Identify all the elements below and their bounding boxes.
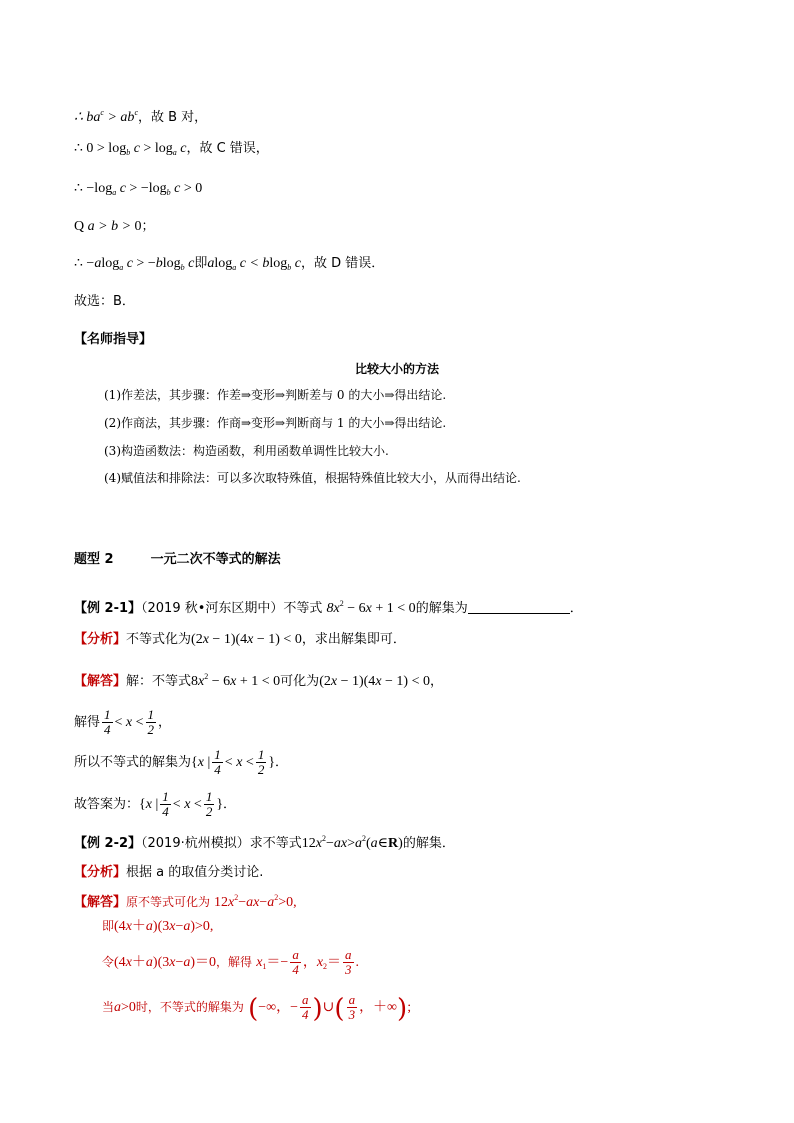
proof-line-4-text: ； [141, 219, 155, 234]
proof-line-1: ∴ $ba^c > ab^c$，故 B 对， [74, 108, 208, 125]
answer-text-a: 解：不等式 [126, 674, 192, 689]
example-2-1-tag: 【例 2-1】 [74, 601, 142, 616]
answer-text-c: ， [429, 674, 443, 689]
example-2-1-source: （2019 秋•河东区期中）不等式 [141, 601, 323, 616]
proof-line-5-mid: 即 [194, 256, 208, 271]
step-4-text-a: 当 [102, 1000, 115, 1014]
proof-line-3: ∴ $-\log_a$ $c > -\log_b$ c > 0 [74, 181, 203, 197]
step-4-text-b: 时，不等式的解集为 [135, 1000, 244, 1014]
solve-text: 解得 [74, 715, 101, 730]
example-2-2-answer: 【解答】原不等式可化为 $12x^2-ax-a^2>0$, [74, 893, 297, 910]
example-2-1-analysis: 【分析】不等式化为(2x − 1)(4x − 1) < 0，求出解集即可． [74, 632, 406, 647]
proof-line-5-text: ，故 D 错误． [301, 256, 385, 271]
answer-2-step-3: 令(4x＋a)(3x−a)＝0，解得 $x_1=-$ $\frac{a}{4}$ ，$x_2=$ $\frac{a}{3}$ . [102, 947, 360, 977]
analysis-text-b: ，求出解集即可． [301, 632, 406, 647]
final-end: ． [223, 797, 237, 812]
section-label: 题型 2 [74, 552, 114, 567]
example-2-2: 【例 2-2】（2019·杭州模拟）求不等式$12x^2-ax>a^2(a\in R)$的解集． [74, 834, 455, 851]
answer-choice: 故选：B． [74, 294, 135, 309]
proof-line-1-text: ，故 B 对， [138, 110, 208, 125]
final-text: 故答案为： [74, 797, 140, 812]
analysis-tag: 【分析】 [74, 632, 127, 647]
answer-blank [468, 599, 570, 614]
step-3-text: 令 [102, 955, 115, 969]
tip-item-4: (4)赋值法和排除法：可以多次取特殊值，根据特殊值比较大小，从而得出结论. [104, 471, 521, 485]
example-2-2-source: （2019·杭州模拟）求不等式 [141, 836, 302, 851]
example-2-1-solution-set: 所以不等式的解集为{x | $\frac{1}{4}$ < x < $\frac{1}{2}$ }． [74, 747, 289, 777]
example-2-2-tail: 的解集． [402, 836, 455, 851]
solution-set-text: 所以不等式的解集为 [74, 755, 192, 770]
answer-2-step-4: 当a>0时，不等式的解集为 (−∞，− $\frac{a}{4}$ )∪( $\frac{a}{3}$ ，＋∞); [102, 992, 412, 1024]
answer-text-b: 可化为 [280, 674, 320, 689]
solution-set-end: ． [275, 755, 289, 770]
example-2-1-answer: 【解答】解：不等式$8x^2 - 6x + 1 < 0$可化为(2x − 1)(4x − 1) < 0， [74, 672, 443, 689]
tips-header: 【名师指导】 [74, 332, 153, 347]
example-2-2-analysis [74, 863, 263, 883]
analysis-tag-2: 【分析】 [74, 865, 127, 880]
example-2-2-tag: 【例 2-2】 [74, 836, 142, 851]
example-2-1-end: ． [569, 601, 583, 616]
tips-title: 比较大小的方法 [354, 362, 439, 376]
tip-item-2: (2)作商法，其步骤：作商⇒变形⇒判断商与 1 的大小⇒得出结论. [104, 416, 447, 430]
analysis-text-2: 根据 a 的取值分类讨论. [126, 865, 264, 880]
proof-line-2: ∴ $0 > \log_b c > \log_a c$，故 C 错误， [74, 141, 269, 157]
example-2-1-final: 故答案为：{x | $\frac{1}{4}$ < x < $\frac{1}{2}$ }． [74, 789, 237, 819]
step-3-text-b: ，解得 [216, 955, 253, 969]
solve-end: ， [158, 715, 172, 730]
example-2-1-solve: 解得 $\frac{1}{4}$ < x < $\frac{1}{2}$ ， [74, 707, 172, 737]
answer-tag-2: 【解答】 [74, 895, 127, 910]
example-2-1-tail: 的解集为 [415, 601, 468, 616]
answer-tag: 【解答】 [74, 674, 127, 689]
proof-line-4: Q a > b > 0； [74, 219, 155, 234]
step-2-text: 即 [102, 919, 115, 933]
example-2-1: 【例 2-1】（2019 秋•河东区期中）不等式 $8x^2 - 6x + 1 < 0$的解集为 ． [74, 599, 583, 616]
tip-item-3: (3)构造函数法：构造函数，利用函数单调性比较大小. [104, 444, 389, 458]
section-title: 一元二次不等式的解法 [150, 552, 281, 567]
section-heading [74, 550, 281, 570]
analysis-text-a: 不等式化为 [126, 632, 192, 647]
proof-line-2-text: ，故 C 错误， [186, 141, 269, 156]
proof-line-5: ∴ −alog$_a$ c > −blog$_b$ c即alog$_a$ c < blog$_b$ c，故 D 错误． [74, 256, 385, 272]
answer-2-step-2: 即(4x＋a)(3x−a)>0, [102, 919, 214, 934]
answer-2-text-a: 原不等式可化为 [126, 895, 211, 909]
tip-item-1: (1)作差法，其步骤：作差⇒变形⇒判断差与 0 的大小⇒得出结论. [104, 388, 447, 402]
